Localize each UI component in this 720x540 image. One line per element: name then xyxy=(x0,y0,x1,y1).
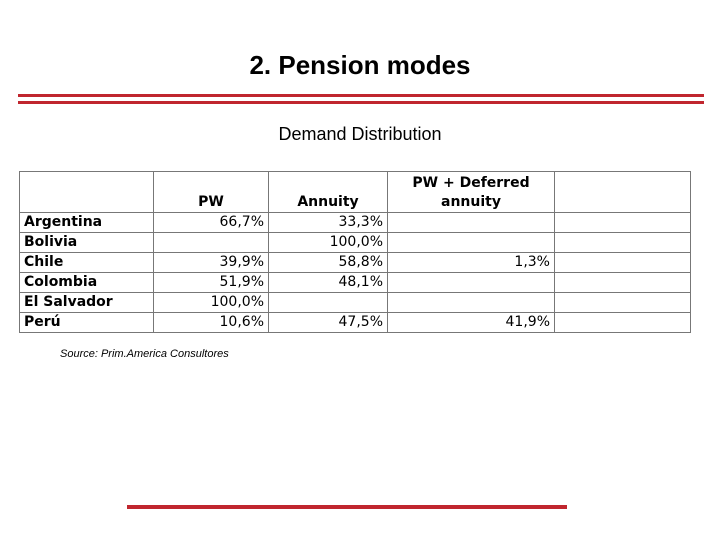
deferred-cell xyxy=(388,293,555,313)
annuity-cell: 47,5% xyxy=(269,313,388,333)
annuity-cell: 33,3% xyxy=(269,213,388,233)
empty-cell xyxy=(555,213,691,233)
empty-cell xyxy=(555,233,691,253)
country-cell: Argentina xyxy=(20,213,154,233)
title-rule-top xyxy=(18,94,704,97)
deferred-cell xyxy=(388,213,555,233)
empty-cell xyxy=(555,253,691,273)
table-row xyxy=(20,293,691,313)
country-cell: El Salvador xyxy=(20,293,154,313)
annuity-cell xyxy=(269,293,388,313)
empty-cell xyxy=(555,313,691,333)
slide-title: 2. Pension modes xyxy=(249,50,471,80)
deferred-cell: 1,3% xyxy=(388,253,555,273)
header-annuity: Annuity xyxy=(269,172,388,213)
header-country xyxy=(20,172,154,213)
empty-cell xyxy=(555,293,691,313)
pw-cell: 51,9% xyxy=(154,273,269,293)
deferred-cell xyxy=(388,273,555,293)
header-empty xyxy=(555,172,691,213)
deferred-cell xyxy=(388,233,555,253)
empty-cell xyxy=(555,273,691,293)
annuity-cell: 48,1% xyxy=(269,273,388,293)
table-caption: Demand Distribution xyxy=(278,124,442,144)
pw-cell: 66,7% xyxy=(154,213,269,233)
table-row xyxy=(20,313,691,333)
pw-cell: 39,9% xyxy=(154,253,269,273)
deferred-cell: 41,9% xyxy=(388,313,555,333)
table-row xyxy=(20,213,691,233)
header-deferred: PW + Deferred annuity xyxy=(388,172,555,213)
country-cell: Perú xyxy=(20,313,154,333)
table-row xyxy=(20,273,691,293)
country-cell: Chile xyxy=(20,253,154,273)
pw-cell: 100,0% xyxy=(154,293,269,313)
annuity-cell: 100,0% xyxy=(269,233,388,253)
pw-cell: 10,6% xyxy=(154,313,269,333)
title-rule-bottom xyxy=(18,101,704,104)
footer-rule xyxy=(127,505,567,509)
country-cell: Colombia xyxy=(20,273,154,293)
country-cell: Bolivia xyxy=(20,233,154,253)
table-row xyxy=(20,233,691,253)
table-row xyxy=(20,253,691,273)
annuity-cell: 58,8% xyxy=(269,253,388,273)
table-header-row xyxy=(20,172,691,213)
demand-distribution-table xyxy=(19,171,691,333)
header-pw: PW xyxy=(154,172,269,213)
source-note: Source: Prim.America Consultores xyxy=(60,348,229,360)
pw-cell xyxy=(154,233,269,253)
